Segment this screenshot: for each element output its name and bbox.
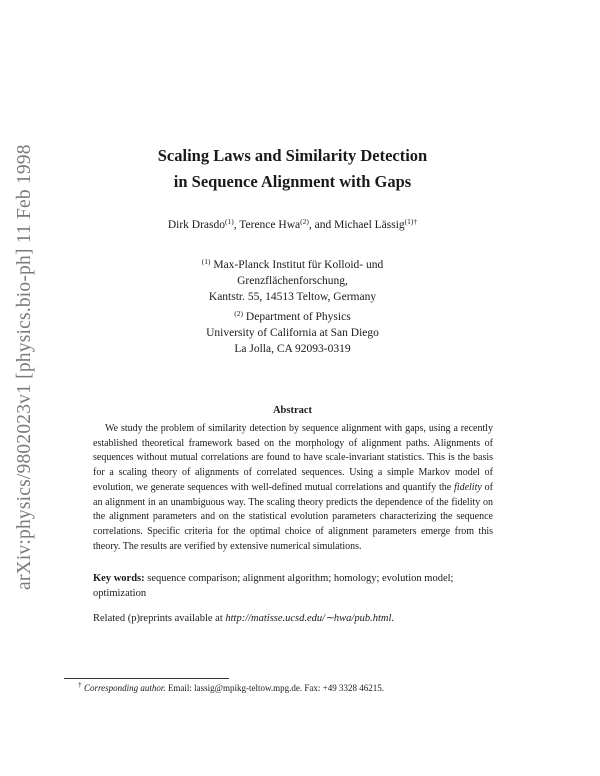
abstract-text-part-2: of an alignment in an unambiguous way. The scaling theory predicts the dependence of the fidelity on the alignment parameters and on the statistical evolution parameters characterizing the sequence correlations. Specific criteria for the optimal choice of alignment parameters emerge from this theory. The results are verified by extensive numerical simulations. xyxy=(93,481,493,552)
author-separator: , xyxy=(233,219,240,231)
footnote-label: Corresponding author. xyxy=(81,683,166,693)
author-lassig: Michael Lässig xyxy=(334,219,405,231)
author-separator: , and xyxy=(308,219,335,231)
corresponding-author-footnote xyxy=(78,680,384,693)
related-prefix: Related (p)reprints available at xyxy=(93,613,226,624)
abstract-emphasis-fidelity: fidelity xyxy=(454,481,482,493)
related-suffix: . xyxy=(391,613,394,624)
affiliation-1-line-1: Max-Planck Institut für Kolloid- und xyxy=(210,259,384,271)
related-preprints xyxy=(93,612,503,624)
footnote-divider xyxy=(64,678,229,679)
footnote-contact: Email: lassig@mpikg-teltow.mpg.de. Fax: +49 3328 46215. xyxy=(165,683,384,693)
author-drasdo: Dirk Drasdo xyxy=(167,219,225,231)
arxiv-identifier-stamp: arXiv:physics/9802023v1 [physics.bio-ph] 11 Feb 1998 xyxy=(14,144,35,590)
abstract-text-part-1: We study the problem of similarity detection by sequence alignment with gaps, using a recently established theoretical framework based on the morphology of alignment paths. Alignments of sequences without mutual correlations are found to have scale-invariant statistics. This is the basis for a scaling theory of alignments of correlated sequences. Using a simple Markov model of evolution, we generate sequences with well-defined mutual correlations and quantify the xyxy=(93,423,493,493)
author-hwa: Terence Hwa xyxy=(239,219,301,231)
affiliation-ucsd xyxy=(150,309,435,357)
affiliation-2-marker: (2) xyxy=(234,309,244,318)
author-drasdo-affil: (1) xyxy=(225,217,234,226)
author-list xyxy=(90,219,495,231)
author-lassig-affil: (1)† xyxy=(404,217,418,226)
title-line-2: in Sequence Alignment with Gaps xyxy=(173,172,412,191)
abstract-body xyxy=(93,422,493,554)
paper-title xyxy=(90,143,495,195)
author-hwa-affil: (2) xyxy=(300,217,309,226)
affiliation-1-marker: (1) xyxy=(201,257,211,266)
affiliation-2-line-1: Department of Physics xyxy=(243,311,351,323)
keywords-list: sequence comparison; alignment algorithm; homology; evolution model; optimization xyxy=(93,573,454,599)
keywords xyxy=(93,572,503,601)
affiliation-max-planck xyxy=(150,257,435,305)
affiliation-2-line-3: La Jolla, CA 92093-0319 xyxy=(234,343,351,355)
related-url-link[interactable]: http://matisse.ucsd.edu/∼hwa/pub.html xyxy=(225,613,392,624)
affiliation-2-line-2: University of California at San Diego xyxy=(206,327,379,339)
keywords-label: Key words: xyxy=(93,573,145,584)
affiliation-1-line-3: Kantstr. 55, 14513 Teltow, Germany xyxy=(208,291,377,303)
affiliation-1-line-2: Grenzflächenforschung, xyxy=(237,275,348,287)
title-line-1: Scaling Laws and Similarity Detection xyxy=(157,146,428,165)
abstract-heading: Abstract xyxy=(272,405,313,416)
footnote-mark: † xyxy=(78,680,82,689)
